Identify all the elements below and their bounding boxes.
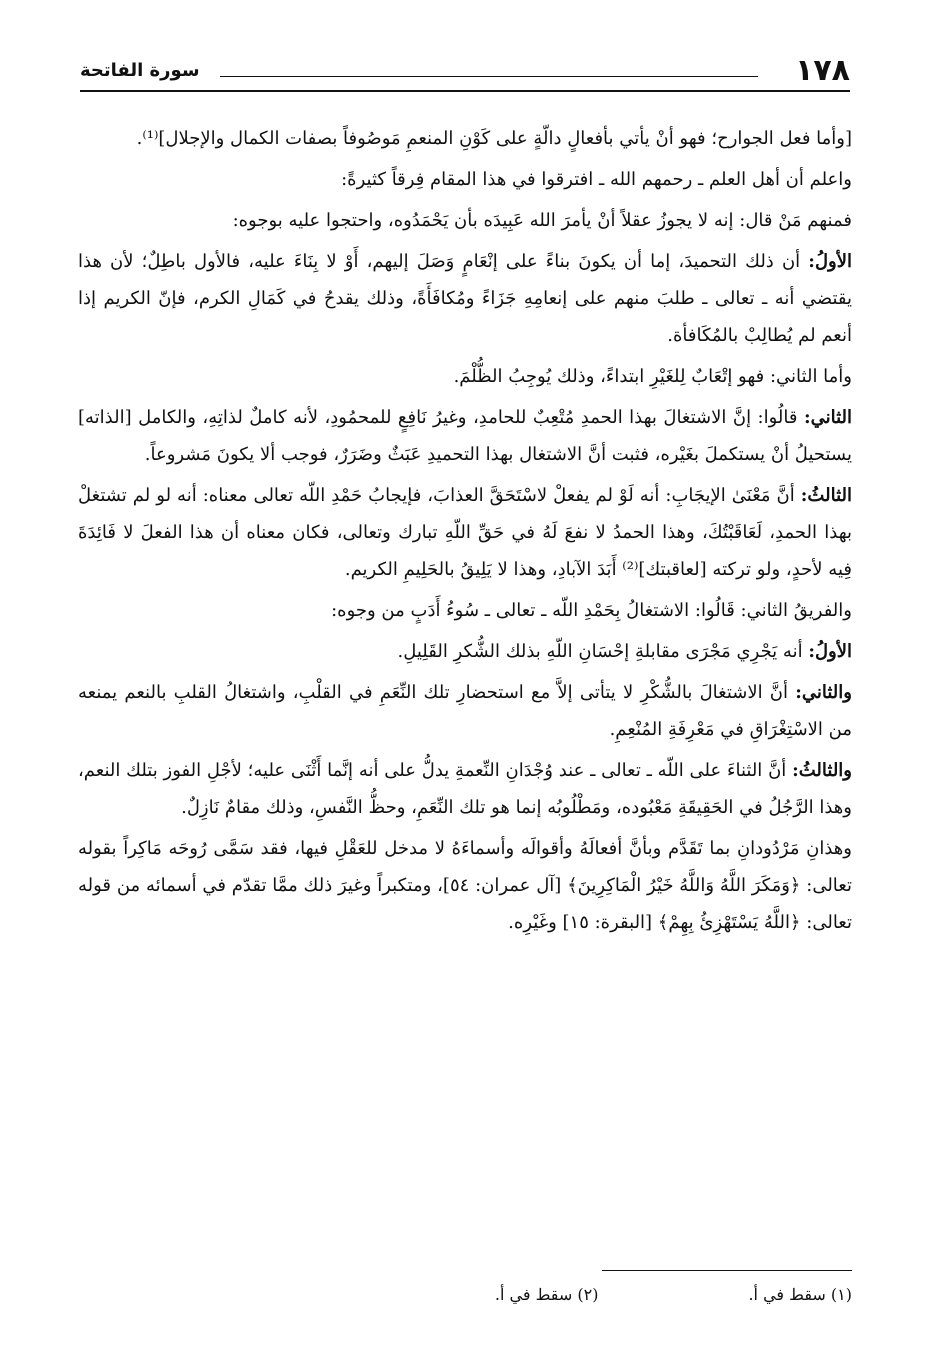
paragraph-lead: الثالثُ: (800, 485, 852, 506)
paragraph-lead: والثالثُ: (792, 760, 852, 781)
paragraph-text: فمنهم مَنْ قال: إنه لا يجوزُ عقلاً أنْ يأمرَ الله عَبِيدَه بأن يَحْمَدُوه، واحتجوا عليه بوجوه: (232, 210, 852, 231)
paragraph (78, 592, 852, 629)
paragraph (78, 202, 852, 239)
paragraph (78, 399, 852, 473)
paragraph-text: أن ذلك التحميدَ، إما أن يكونَ بناءً على إنْعَامٍ وَصَلَ إليهم، أَوْ لا بِنَاءَ عليه، فالأول باطِلٌ؛ لأن هذا يقتضي أنه ـ تعالى ـ طلبَ منهم على إنعامِهِ جَزَاءً ومُكافَأَةً، وذلك يقدحُ في كَمَالِ الكرم، فإنّ الكريم إذا أنعم لم يُطالِبْ بالمُكَافأة. (78, 251, 852, 346)
page-number: ١٧٨ (795, 53, 850, 88)
paragraph-text: أنه يَجْرِي مَجْرَى مقابلةِ إحْسَانِ اللّهِ بذلك الشُّكرِ القَلِيلِ. (397, 641, 803, 662)
paragraph (78, 752, 852, 826)
paragraph-text: واعلم أن أهل العلم ـ رحمهم الله ـ افترقوا في هذا المقام فِرقاً كثيرةً: (341, 169, 852, 190)
paragraph (78, 161, 852, 198)
paragraph-text: أنَّ مَعْنَىٰ الإيجَابِ: أنه لَوْ لم يفعلْ لاسْتَحَقَّ العذابَ، فإيجابُ حَمْدِ اللّه تعالى معناه: أنه لو لم تشتغلْ بهذا الحمدِ، لَعَاقَبْتُكَ، وهذا الحمدُ لا نفعَ لَهُ في حَقِّ اللّهِ تبارك وتعالى، فكان معناه أن هذا الفعلَ لا فَائِدَةَ فِيه لأحدٍ، ولو تركته [لعاقبتك]⁽²⁾ أَبَدَ الآبادِ، وهذا لا يَلِيقُ بالحَلِيمِ الكريم. (78, 485, 852, 580)
paragraph (78, 120, 852, 157)
running-header (80, 52, 850, 92)
paragraph (78, 477, 852, 588)
paragraph (78, 674, 852, 748)
paragraph (78, 243, 852, 354)
main-text (78, 120, 852, 945)
paragraph-lead: والثاني: (795, 682, 852, 703)
header-rule (220, 76, 758, 77)
paragraph (78, 358, 852, 395)
paragraph-lead: الأولُ: (808, 641, 852, 662)
paragraph (78, 830, 852, 941)
paragraph-text: أنَّ الثناءَ على اللّه ـ تعالى ـ عند وُجْدَانِ النِّعمةِ يدلُّ على أنه إنَّما أَثْنَى عليه؛ لأجْلِ الفوز بتلك النعم، وهذا الرَّجُلُ في الحَقِيقَةِ مَعْبُوده، ومَطْلُوبُه إنما هو تلك النِّعَمِ، وحظُّ النَّفسِ، وذلك مقامٌ نَازِلٌ. (78, 760, 852, 818)
paragraph (78, 633, 852, 670)
paragraph-text: أنَّ الاشتغالَ بالشُّكْرِ لا يتأتى إلاَّ مع استحضارِ تلك النِّعَمِ في القلْبِ، واشتغالُ القلبِ بالنعم يمنعه من الاسْتِغْرَاقِ في مَعْرِفَةِ المُنْعِمِ. (78, 682, 852, 740)
footnote-rule (602, 1270, 852, 1271)
footnote-row (78, 1285, 852, 1304)
paragraph-text: والفريقُ الثاني: قَالُوا: الاشتغالُ بِحَمْدِ اللّه ـ تعالى ـ سُوءُ أَدَبٍ من وجوه: (331, 600, 852, 621)
paragraph-text: قالُوا: إنَّ الاشتغالَ بهذا الحمدِ مُتْعِبٌ للحامدِ، وغيرُ نَافِعٍ للمحمُودِ، لأنه كاملٌ لذاتِهِ، والكامل [الذاته] يستحيلُ أنْ يستكملَ بغَيْره، فثبت أنَّ الاشتغال بهذا التحميدِ عَبَثٌ وضَرَرٌ، فوجب ألا يكونَ مَشروعاً. (78, 407, 852, 465)
paragraph-text: وهذانِ مَرْدُودانِ بما تَقَدَّم وبأنَّ أفعالَهُ وأقوالَه وأسماءَهُ لا مدخل للعَقْلِ فيها، فقد سَمَّى رُوحَه مَاكِراً بقوله تعالى: ﴿وَمَكَرَ اللَّهُ وَاللَّهُ خَيْرُ الْمَاكِرِينَ﴾ [آل عمران: ٥٤]، ومتكبراً وغيرَ ذلك ممَّا تقدّم في أسمائه من قوله تعالى: ﴿اللَّهُ يَسْتَهْزِئُ بِهِمْ﴾ [البقرة: ١٥] وغَيْرِه. (78, 838, 852, 933)
paragraph-text: [وأما فعل الجوارح؛ فهو أنْ يأتي بأفعالٍ دالّةٍ على كَوْنِ المنعمِ مَوصُوفاً بصفات الكمال والإجلال]⁽¹⁾. (136, 128, 852, 149)
paragraph-lead: الأولُ: (808, 251, 852, 272)
footnote-1: (١) سقط في أ. (748, 1285, 852, 1304)
paragraph-lead: الثاني: (803, 407, 852, 428)
surah-title: سورة الفاتحة (80, 60, 200, 81)
footnote-2: (٢) سقط في أ. (494, 1285, 599, 1304)
footnotes (78, 1270, 852, 1304)
paragraph-text: وأما الثاني: فهو إتْعَابٌ لِلغَيْرِ ابتداءً، وذلك يُوجِبُ الظُّلْمَ. (453, 366, 852, 387)
